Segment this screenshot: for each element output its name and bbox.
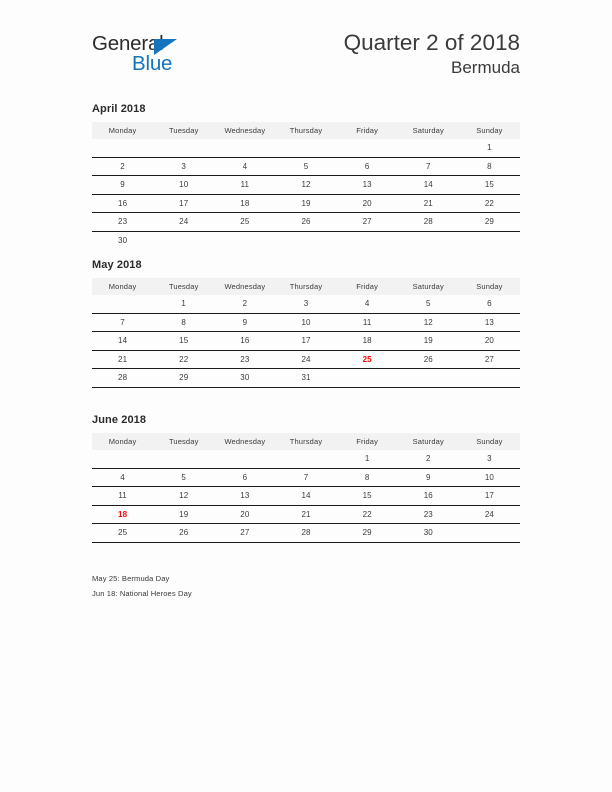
day-cell[interactable]: 9: [214, 313, 275, 332]
week-row: [92, 350, 520, 369]
month-block: [92, 414, 520, 543]
week-row: [92, 157, 520, 176]
day-cell[interactable]: 28: [275, 524, 336, 543]
day-cell[interactable]: 18: [337, 332, 398, 351]
day-cell-empty: [153, 139, 214, 157]
day-cell[interactable]: 7: [275, 468, 336, 487]
day-cell[interactable]: 26: [153, 524, 214, 543]
week-row: [92, 450, 520, 468]
day-cell[interactable]: 29: [337, 524, 398, 543]
month-grid: [92, 122, 520, 249]
day-cell-empty: [459, 231, 520, 249]
day-cell[interactable]: 16: [92, 194, 153, 213]
weekday-header-monday: Monday: [92, 278, 153, 295]
weekday-header-friday: Friday: [337, 278, 398, 295]
day-cell[interactable]: 17: [153, 194, 214, 213]
day-cell[interactable]: 7: [92, 313, 153, 332]
day-cell[interactable]: 13: [459, 313, 520, 332]
day-cell[interactable]: 12: [275, 176, 336, 195]
weekday-header-thursday: Thursday: [275, 122, 336, 139]
week-row: [92, 505, 520, 524]
day-cell-empty: [275, 450, 336, 468]
day-cell[interactable]: 11: [337, 313, 398, 332]
day-cell[interactable]: 19: [153, 505, 214, 524]
day-cell[interactable]: 27: [337, 213, 398, 232]
weekday-header-friday: Friday: [337, 433, 398, 450]
month-block: [92, 103, 520, 249]
holiday-note: Jun 18: National Heroes Day: [92, 588, 192, 598]
day-cell[interactable]: 8: [153, 313, 214, 332]
week-row: [92, 332, 520, 351]
day-cell[interactable]: 2: [92, 157, 153, 176]
month-title: April 2018: [92, 103, 146, 115]
weekday-header-monday: Monday: [92, 122, 153, 139]
day-cell[interactable]: 5: [275, 157, 336, 176]
day-cell[interactable]: 18: [214, 194, 275, 213]
day-cell[interactable]: 20: [459, 332, 520, 351]
day-cell[interactable]: 9: [92, 176, 153, 195]
day-cell[interactable]: 5: [153, 468, 214, 487]
day-cell[interactable]: 25: [214, 213, 275, 232]
day-cell-empty: [92, 450, 153, 468]
day-cell[interactable]: 10: [153, 176, 214, 195]
week-row: [92, 176, 520, 195]
day-cell[interactable]: 26: [275, 213, 336, 232]
day-cell[interactable]: 28: [92, 369, 153, 388]
week-row: [92, 524, 520, 543]
day-cell[interactable]: 13: [214, 487, 275, 506]
holiday-notes: [92, 572, 520, 601]
weekday-header-thursday: Thursday: [275, 278, 336, 295]
day-cell[interactable]: 22: [337, 505, 398, 524]
day-cell[interactable]: 3: [275, 295, 336, 313]
day-cell[interactable]: 25: [92, 524, 153, 543]
day-cell[interactable]: 20: [214, 505, 275, 524]
weekday-header-row: [92, 433, 520, 450]
day-cell-empty: [337, 369, 398, 388]
day-cell-empty: [153, 450, 214, 468]
month-block: [92, 259, 520, 388]
day-cell[interactable]: 8: [337, 468, 398, 487]
weekday-header-saturday: Saturday: [398, 278, 459, 295]
day-cell[interactable]: 10: [459, 468, 520, 487]
holiday-note: May 25: Bermuda Day: [92, 574, 170, 583]
day-cell-empty: [398, 369, 459, 388]
weekday-header-saturday: Saturday: [398, 122, 459, 139]
day-cell[interactable]: 2: [214, 295, 275, 313]
day-cell[interactable]: 1: [337, 450, 398, 468]
day-cell[interactable]: 12: [153, 487, 214, 506]
day-cell[interactable]: 31: [275, 369, 336, 388]
day-cell[interactable]: 24: [275, 350, 336, 369]
day-cell[interactable]: 22: [153, 350, 214, 369]
week-row: [92, 295, 520, 313]
day-cell[interactable]: 21: [275, 505, 336, 524]
day-cell[interactable]: 4: [337, 295, 398, 313]
day-cell-empty: [459, 524, 520, 543]
day-cell-empty: [214, 231, 275, 249]
page-title: Quarter 2 of 2018: [343, 30, 520, 55]
day-cell[interactable]: 14: [398, 176, 459, 195]
day-cell[interactable]: 9: [398, 468, 459, 487]
day-cell[interactable]: 24: [459, 505, 520, 524]
day-cell[interactable]: 16: [214, 332, 275, 351]
day-cell[interactable]: 14: [275, 487, 336, 506]
weekday-header-tuesday: Tuesday: [153, 122, 214, 139]
country-subtitle: Bermuda: [451, 58, 520, 78]
day-cell-empty: [92, 139, 153, 157]
weekday-header-tuesday: Tuesday: [153, 433, 214, 450]
day-cell[interactable]: 24: [153, 213, 214, 232]
day-cell[interactable]: 27: [214, 524, 275, 543]
title-block: [344, 30, 520, 78]
day-cell-empty: [214, 139, 275, 157]
day-cell[interactable]: 23: [214, 350, 275, 369]
weekday-header-wednesday: Wednesday: [214, 433, 275, 450]
day-cell[interactable]: 27: [459, 350, 520, 369]
logo-text-general: General: [92, 32, 164, 55]
day-cell[interactable]: 7: [398, 157, 459, 176]
day-cell[interactable]: 17: [275, 332, 336, 351]
weekday-header-thursday: Thursday: [275, 433, 336, 450]
day-cell[interactable]: 1: [459, 139, 520, 157]
day-cell[interactable]: 30: [214, 369, 275, 388]
day-cell[interactable]: 6: [459, 295, 520, 313]
day-cell[interactable]: 4: [92, 468, 153, 487]
day-cell[interactable]: 3: [153, 157, 214, 176]
day-cell[interactable]: 30: [398, 524, 459, 543]
week-row: [92, 369, 520, 388]
day-cell[interactable]: 21: [92, 350, 153, 369]
day-cell[interactable]: 11: [92, 487, 153, 506]
weekday-header-monday: Monday: [92, 433, 153, 450]
day-cell[interactable]: 1: [153, 295, 214, 313]
month-grid: [92, 433, 520, 543]
weekday-header-row: [92, 278, 520, 295]
day-cell-empty: [337, 139, 398, 157]
day-cell[interactable]: 2: [398, 450, 459, 468]
weekday-header-tuesday: Tuesday: [153, 278, 214, 295]
day-cell-empty: [337, 231, 398, 249]
day-cell[interactable]: 14: [92, 332, 153, 351]
weekday-header-sunday: Sunday: [459, 122, 520, 139]
day-cell[interactable]: 30: [118, 235, 128, 245]
day-cell[interactable]: 15: [459, 176, 520, 195]
day-cell-holiday[interactable]: 25: [337, 350, 398, 369]
day-cell[interactable]: 28: [398, 213, 459, 232]
day-cell[interactable]: 11: [214, 176, 275, 195]
day-cell[interactable]: 6: [337, 157, 398, 176]
day-cell[interactable]: 13: [337, 176, 398, 195]
week-row: [92, 194, 520, 213]
week-row: [92, 231, 520, 249]
day-cell[interactable]: 29: [153, 369, 214, 388]
day-cell[interactable]: 21: [398, 194, 459, 213]
logo-text-blue: Blue: [132, 52, 173, 75]
day-cell-empty: [214, 450, 275, 468]
day-cell[interactable]: 16: [398, 487, 459, 506]
day-cell[interactable]: 20: [337, 194, 398, 213]
weekday-header-sunday: Sunday: [459, 433, 520, 450]
day-cell-empty: [153, 231, 214, 249]
weekday-header-wednesday: Wednesday: [214, 278, 275, 295]
week-row: [92, 313, 520, 332]
weekday-header-sunday: Sunday: [459, 278, 520, 295]
day-cell[interactable]: 12: [398, 313, 459, 332]
day-cell-empty: [459, 369, 520, 388]
day-cell-empty: [398, 139, 459, 157]
weekday-header-friday: Friday: [337, 122, 398, 139]
week-row: [92, 468, 520, 487]
page-header: [92, 30, 520, 88]
day-cell[interactable]: 26: [398, 350, 459, 369]
day-cell[interactable]: 15: [153, 332, 214, 351]
weekday-header-saturday: Saturday: [398, 433, 459, 450]
day-cell[interactable]: 6: [214, 468, 275, 487]
day-cell[interactable]: 8: [459, 157, 520, 176]
weekday-header-wednesday: Wednesday: [214, 122, 275, 139]
day-cell[interactable]: 3: [459, 450, 520, 468]
day-cell-empty: [398, 231, 459, 249]
month-title: May 2018: [92, 259, 142, 271]
day-cell[interactable]: 23: [398, 505, 459, 524]
month-grid: [92, 278, 520, 388]
day-cell[interactable]: 19: [398, 332, 459, 351]
day-cell[interactable]: 19: [275, 194, 336, 213]
day-cell-holiday[interactable]: 18: [92, 505, 153, 524]
day-cell-empty: [275, 139, 336, 157]
day-cell[interactable]: 17: [459, 487, 520, 506]
day-cell[interactable]: 23: [92, 213, 153, 232]
day-cell[interactable]: 15: [337, 487, 398, 506]
day-cell[interactable]: 4: [214, 157, 275, 176]
day-cell[interactable]: 5: [398, 295, 459, 313]
week-row: [92, 139, 520, 157]
week-row: [92, 487, 520, 506]
day-cell-empty: [275, 231, 336, 249]
weekday-header-row: [92, 122, 520, 139]
day-cell[interactable]: 29: [459, 213, 520, 232]
day-cell[interactable]: 22: [459, 194, 520, 213]
day-cell[interactable]: 10: [275, 313, 336, 332]
day-cell-empty: [92, 295, 153, 313]
month-title: June 2018: [92, 414, 147, 426]
week-row: [92, 213, 520, 232]
general-blue-logo[interactable]: [92, 34, 292, 82]
